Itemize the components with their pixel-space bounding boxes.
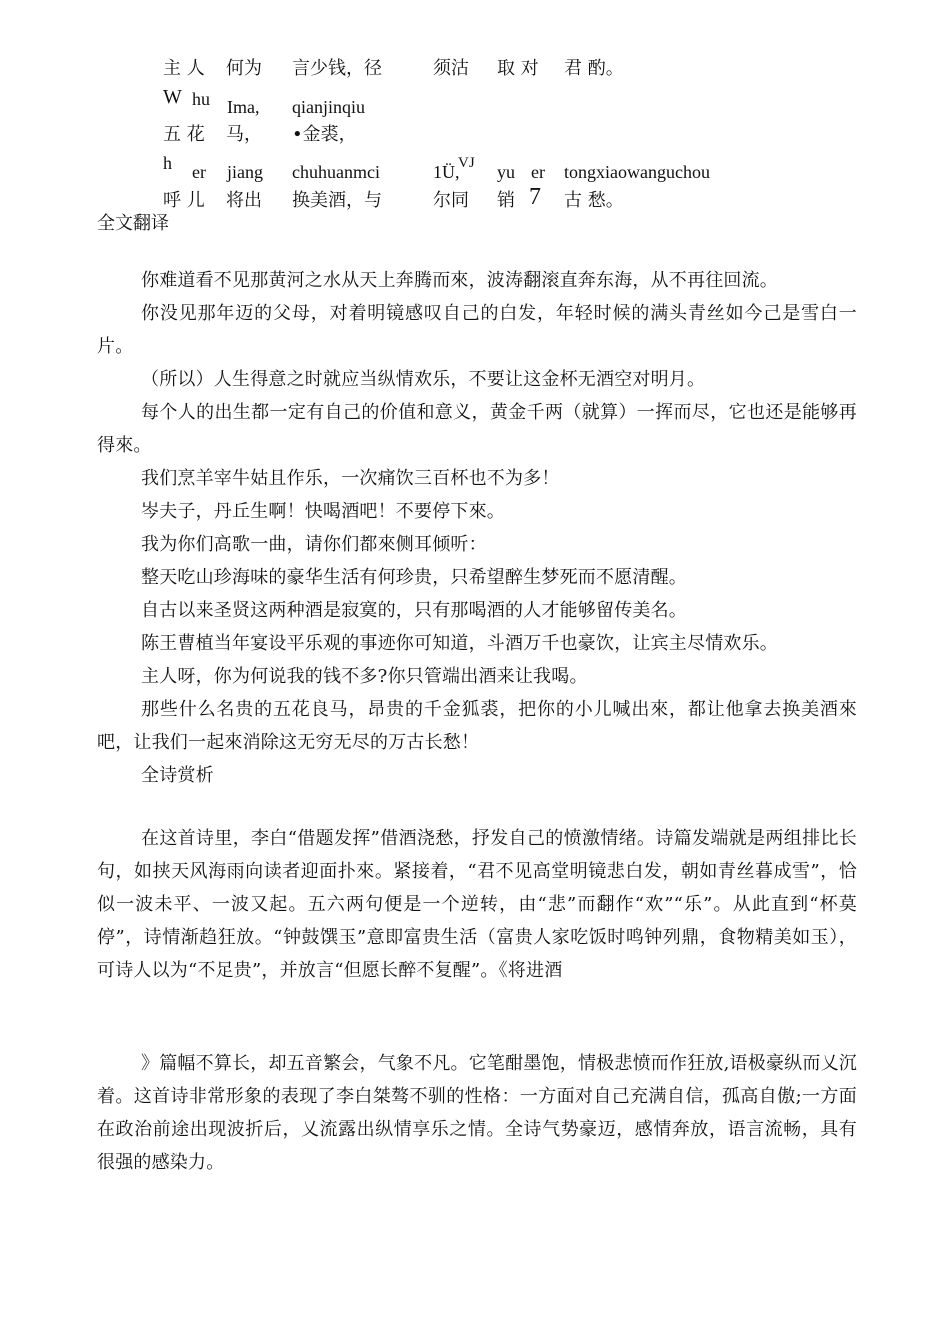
- translation-body: [97, 264, 857, 792]
- pinyin-text: tongxiaowanguchou: [564, 162, 710, 182]
- poem-text: 君 酌。: [564, 58, 624, 79]
- appreciation-paragraph: [97, 822, 857, 987]
- poem-text: 五 花: [163, 124, 205, 145]
- poem-text: 须沽: [433, 58, 469, 79]
- pinyin-text: hu: [192, 89, 210, 109]
- pinyin-text: W: [163, 86, 182, 108]
- pinyin-text: er: [192, 162, 206, 182]
- poem-text: 换美酒，与: [292, 190, 382, 211]
- pinyin-text: 1Ü,: [433, 162, 460, 182]
- poem-text: 何为: [226, 58, 262, 79]
- translation-line: 你没见那年迈的父母，对着明镜感叹自己的白发，年轻时候的满头青丝如今己是雪白一片。: [97, 303, 857, 357]
- translation-line: 每个人的出生都一定有自己的价值和意义，黄金千两（就算）一挥而尽，它也还是能够再得來。: [97, 402, 857, 456]
- translation-line: 主人呀，你为何说我的钱不多?你只管端出酒来让我喝。: [141, 666, 588, 687]
- pinyin-text: yu: [497, 162, 515, 182]
- poem-text: 销: [497, 190, 515, 211]
- pinyin-text: Ima,: [227, 97, 260, 117]
- pinyin-text: er: [531, 162, 545, 182]
- translation-line: 陈王曹植当年宴设平乐观的事迹你可知道，斗酒万千也豪饮，让宾主尽情欢乐。: [141, 633, 778, 654]
- translation-line: 你难道看不见那黄河之水从天上奔腾而來，波涛翻滚直奔东海，从不再往回流。: [141, 270, 778, 291]
- translation-line: （所以）人生得意之时就应当纵情欢乐，不要让这金杯无酒空对明月。: [141, 369, 706, 390]
- section-heading: 全文翻译: [97, 213, 169, 234]
- translation-line: 那些什么名贵的五花良马，昂贵的千金狐裘，把你的小儿喊出來，都让他拿去换美酒來吧，让我们一起來消除这无穷无尽的万古长愁！: [97, 699, 857, 753]
- poem-text: •金裘，: [292, 124, 357, 145]
- appreciation-paragraph: [97, 1047, 857, 1179]
- pinyin-text: h: [163, 153, 172, 173]
- poem-text: 马，: [226, 124, 262, 145]
- poem-text: 尔同: [433, 190, 469, 211]
- appreciation-text: 在这首诗里，李白“借题发挥”借酒浇愁，抒发自己的愤激情绪。诗篇发端就是两组排比长句，如挟天风海雨向读者迎面扑來。紧接着，“君不见高堂明镜悲白发，朝如青丝暮成雪”，恰似一波未平、一波又起。五六两句便是一个逆转，由“悲”而翻作“欢”“乐”。从此直到“杯莫停”，诗情渐趋狂放。“钟鼓馔玉”意即富贵生活（富贵人家吃饭时鸣钟列鼎，食物精美如玉），可诗人以为“不足贵”，并放言“但愿长醉不复醒”。《将进酒: [97, 828, 857, 981]
- translation-line: 岑夫子，丹丘生啊！快喝酒吧！不要停下來。: [141, 501, 505, 522]
- pinyin-text: jiang: [227, 162, 263, 182]
- poem-text: 言少钱，径: [292, 58, 382, 79]
- pinyin-text: qianjinqiu: [292, 97, 365, 117]
- section-heading: 全诗赏析: [141, 765, 214, 786]
- translation-line: 我为你们高歌一曲，请你们都來侧耳倾听：: [141, 534, 487, 555]
- poem-text: 将出: [226, 190, 262, 211]
- appreciation-text: 》篇幅不算长，却五音繁会，气象不凡。它笔酣墨饱，情极悲愤而作狂放,语极豪纵而乂沉着。这首诗非常形象的表现了李白桀骜不驯的性格：一方面对自己充满自信，孤高自傲;一方面在政治前途出现波折后，乂流露出纵情享乐之情。全诗气势豪迈，感情奔放，语言流畅，具有很强的感染力。: [97, 1053, 857, 1173]
- poem-text: 古 愁。: [564, 190, 624, 211]
- translation-line: 我们烹羊宰牛姑且作乐，一次痛饮三百杯也不为多！: [141, 468, 560, 489]
- poem-text: 7: [529, 184, 541, 210]
- poem-text: 取 对: [497, 58, 539, 79]
- translation-line: 整天吃山珍海味的豪华生活有何珍贵，只希望醉生梦死而不愿清醒。: [141, 567, 687, 588]
- pinyin-text: VJ: [458, 155, 475, 171]
- pinyin-text: chuhuanmci: [292, 162, 380, 182]
- translation-line: 自古以来圣贤这两种酒是寂寞的，只有那喝酒的人才能够留传美名。: [141, 600, 687, 621]
- poem-text: 主 人: [163, 58, 205, 79]
- poem-text: 呼 儿: [163, 190, 205, 211]
